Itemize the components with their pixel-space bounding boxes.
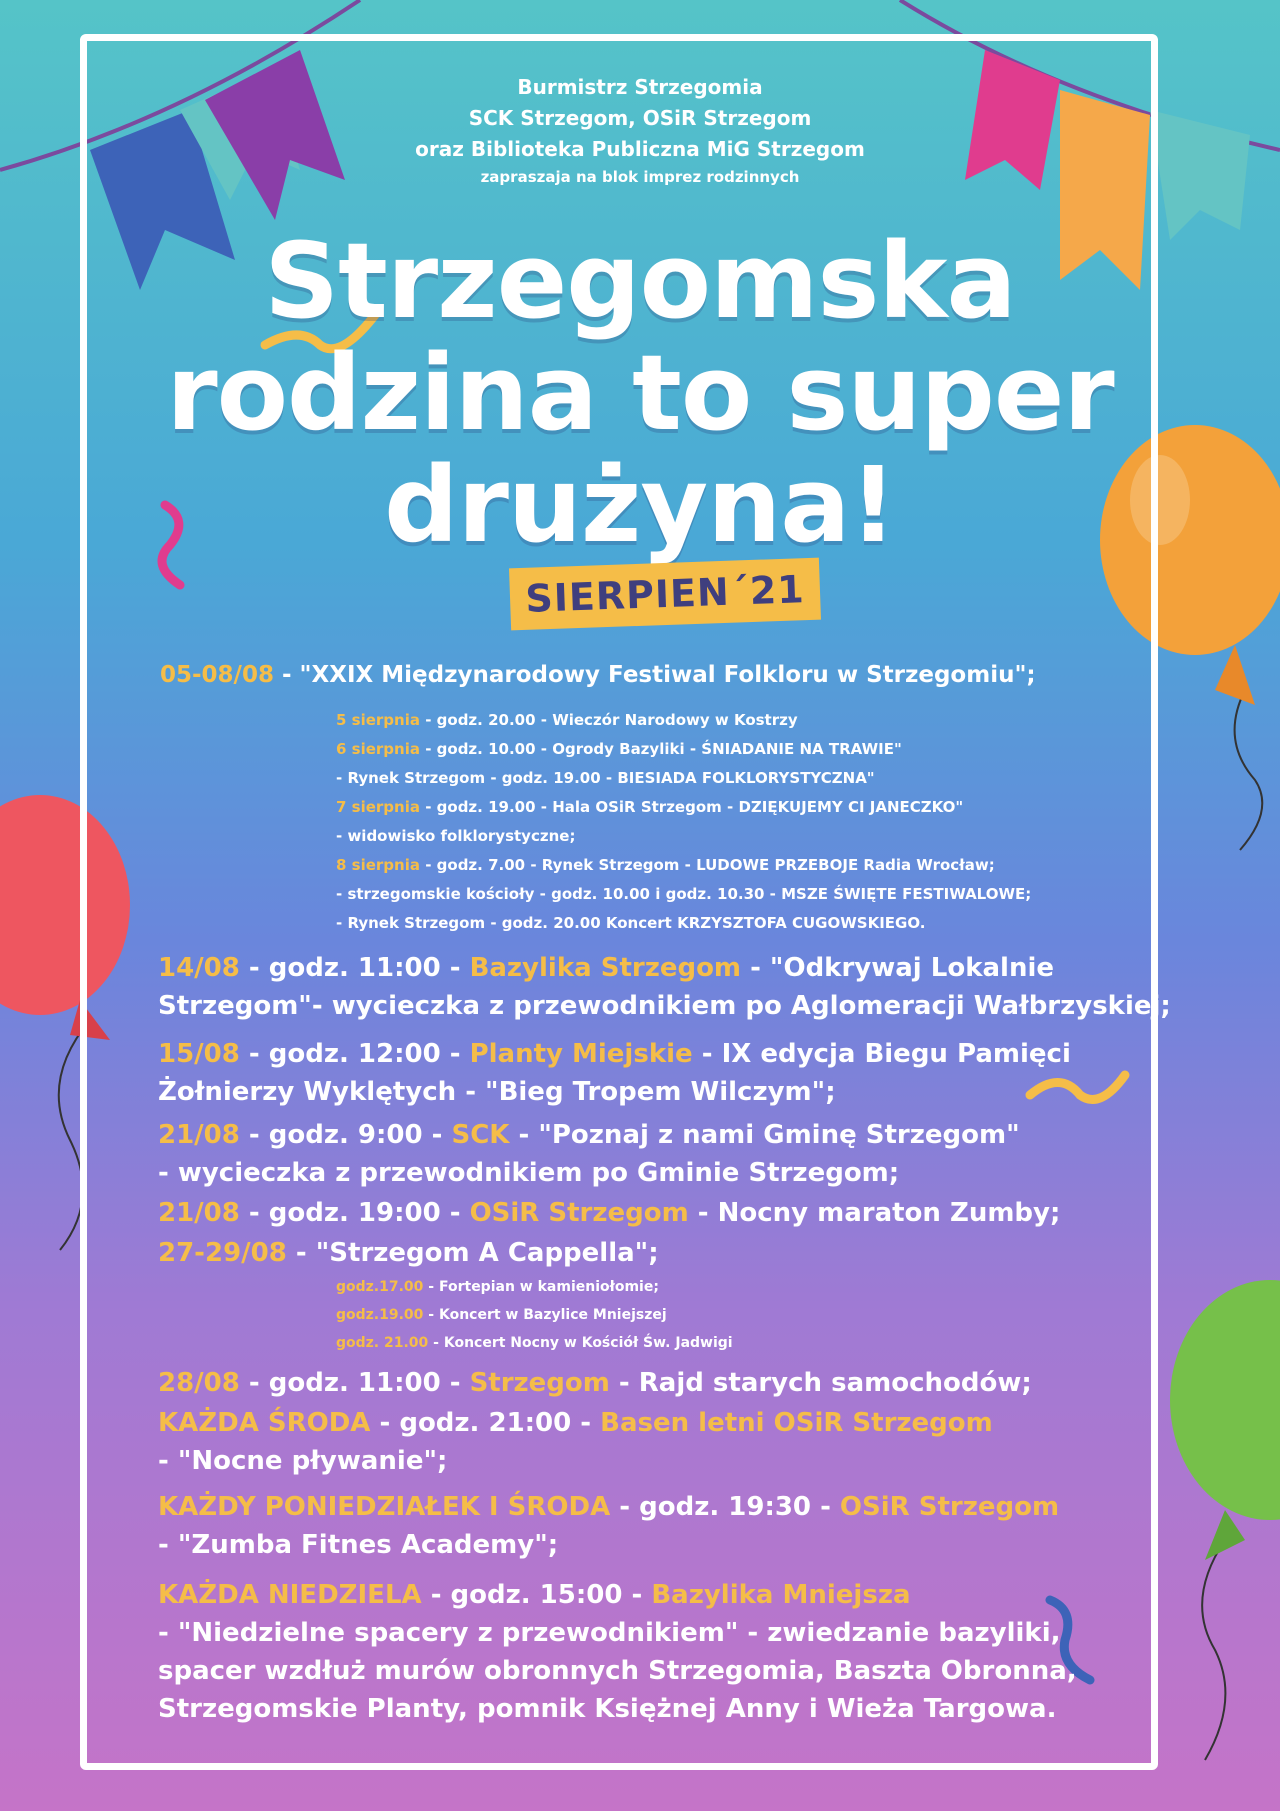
event-time: - godz. 19:30 - (610, 1492, 840, 1522)
event-text: - "Strzegom A Cappella"; (286, 1238, 659, 1268)
event-text: - "XXIX Międzynarodowy Festiwal Folkloru w Strzegomiu"; (273, 662, 1036, 688)
event-bazylika-tour (158, 953, 1054, 983)
event-time: - godz. 12:00 - (239, 1039, 470, 1069)
event-gmina-tour (158, 1120, 1020, 1150)
cappella-slot (336, 1335, 733, 1351)
title-line-2: rodzina to super (166, 332, 1114, 454)
event-date: KAŻDA ŚRODA (158, 1408, 371, 1438)
event-continuation: - "Zumba Fitnes Academy"; (158, 1530, 559, 1560)
festival-day (336, 856, 995, 874)
event-continuation: spacer wzdłuż murów obronnych Strzegomia, Baszta Obronna, (158, 1656, 1077, 1686)
day-label: 5 sierpnia (336, 711, 420, 729)
day-text: - strzegomskie kościoły - godz. 10.00 i godz. 10.30 - MSZE ŚWIĘTE FESTIWALOWE; (336, 885, 1032, 903)
event-a-cappella (158, 1238, 659, 1268)
event-place: Planty Miejskie (469, 1039, 693, 1069)
festival-day (336, 769, 875, 787)
slot-time: godz.17.00 (336, 1279, 424, 1295)
event-continuation: - wycieczka z przewodnikiem po Gminie Strzegom; (158, 1158, 900, 1188)
event-time: - godz. 11:00 - (239, 953, 470, 983)
event-time: - godz. 15:00 - (421, 1580, 652, 1610)
event-date: 14/08 (158, 953, 240, 983)
balloon-green (1170, 1280, 1280, 1760)
event-continuation: - "Niedzielne spacery z przewodnikiem" - zwiedzanie bazyliki, (158, 1618, 1061, 1648)
event-title (90, 220, 1190, 566)
title-line-1: Strzegomska (264, 220, 1016, 342)
event-text: - "Poznaj z nami Gminę Strzegom" (509, 1120, 1020, 1150)
organizer-line-2: SCK Strzegom, OSiR Strzegom (468, 106, 812, 130)
event-text: - Rajd starych samochodów; (609, 1368, 1032, 1398)
month-badge: SIERPIEN´21 (509, 558, 821, 631)
title-line-3: drużyna! (384, 444, 896, 566)
day-text: - godz. 7.00 - Rynek Strzegom - LUDOWE PRZEBOJE Radia Wrocław; (419, 856, 995, 874)
event-zumba-academy (158, 1492, 1059, 1522)
event-night-swim (158, 1408, 993, 1438)
slot-text: - Koncert Nocny w Kościół Św. Jadwigi (428, 1335, 733, 1351)
festival-day (336, 740, 902, 758)
cappella-slot (336, 1307, 667, 1323)
slot-text: - Koncert w Bazylice Mniejszej (423, 1307, 667, 1323)
event-date: 28/08 (158, 1368, 240, 1398)
festival-day (336, 914, 925, 932)
day-text: - Rynek Strzegom - godz. 20.00 Koncert KRZYSZTOFA CUGOWSKIEGO. (336, 914, 926, 932)
festival-day (336, 798, 963, 816)
organizer-line-3: oraz Biblioteka Publiczna MiG Strzegom (415, 137, 865, 161)
event-place: OSiR Strzegom (839, 1492, 1060, 1522)
event-date: 15/08 (158, 1039, 240, 1069)
cappella-slot (336, 1279, 659, 1295)
event-continuation: Żołnierzy Wyklętych - "Bieg Tropem Wilczym"; (158, 1077, 836, 1107)
day-text: - widowisko folklorystyczne; (336, 827, 576, 845)
event-sunday-walks (158, 1580, 911, 1610)
event-time: - godz. 19:00 - (239, 1198, 470, 1228)
slot-time: godz.19.00 (336, 1307, 424, 1323)
event-date: KAŻDY PONIEDZIAŁEK I ŚRODA (158, 1492, 611, 1522)
event-place: SCK (451, 1120, 510, 1150)
event-place: Bazylika Strzegom (469, 953, 742, 983)
event-date: 27-29/08 (158, 1238, 287, 1268)
event-date: 21/08 (158, 1198, 240, 1228)
event-text: - "Odkrywaj Lokalnie (741, 953, 1055, 983)
event-place: Strzegom (469, 1368, 610, 1398)
day-text: - godz. 20.00 - Wieczór Narodowy w Kostrzy (419, 711, 798, 729)
event-time: - godz. 9:00 - (239, 1120, 452, 1150)
event-place: Basen letni OSiR Strzegom (600, 1408, 993, 1438)
event-zumba-marathon (158, 1198, 1060, 1228)
day-label: 7 sierpnia (336, 798, 420, 816)
festival-day (336, 885, 1031, 903)
event-date: 21/08 (158, 1120, 240, 1150)
day-text: - Rynek Strzegom - godz. 19.00 - BIESIADA FOLKLORYSTYCZNA" (336, 769, 875, 787)
event-car-rally (158, 1368, 1032, 1398)
day-label: 6 sierpnia (336, 740, 420, 758)
festival-day (336, 827, 575, 845)
slot-time: godz. 21.00 (336, 1335, 429, 1351)
day-text: - godz. 10.00 - Ogrody Bazyliki - ŚNIADANIE NA TRAWIE" (419, 740, 902, 758)
event-festival (160, 662, 1036, 688)
organizers (300, 72, 980, 189)
event-continuation: - "Nocne pływanie"; (158, 1446, 448, 1476)
event-place: OSiR Strzegom (469, 1198, 689, 1228)
event-text: - IX edycja Biegu Pamięci (692, 1039, 1071, 1069)
event-text: - Nocny maraton Zumby; (688, 1198, 1061, 1228)
day-text: - godz. 19.00 - Hala OSiR Strzegom - DZIĘKUJEMY CI JANECZKO" (419, 798, 964, 816)
festival-day (336, 711, 798, 729)
event-place: Bazylika Mniejsza (651, 1580, 911, 1610)
event-date: KAŻDA NIEDZIELA (158, 1580, 422, 1610)
event-continuation: Strzegom"- wycieczka z przewodnikiem po Aglomeracji Wałbrzyskiej; (158, 991, 1171, 1021)
day-label: 8 sierpnia (336, 856, 420, 874)
organizer-line-1: Burmistrz Strzegomia (517, 75, 763, 99)
event-date: 05-08/08 (160, 662, 274, 688)
event-time: - godz. 21:00 - (370, 1408, 601, 1438)
invitation-line: zapraszaja na blok imprez rodzinnych (480, 168, 800, 186)
event-continuation: Strzegomskie Planty, pomnik Księżnej Anny i Wieża Targowa. (158, 1694, 1057, 1724)
event-time: - godz. 11:00 - (239, 1368, 470, 1398)
event-run (158, 1039, 1071, 1069)
slot-text: - Fortepian w kamieniołomie; (423, 1279, 659, 1295)
